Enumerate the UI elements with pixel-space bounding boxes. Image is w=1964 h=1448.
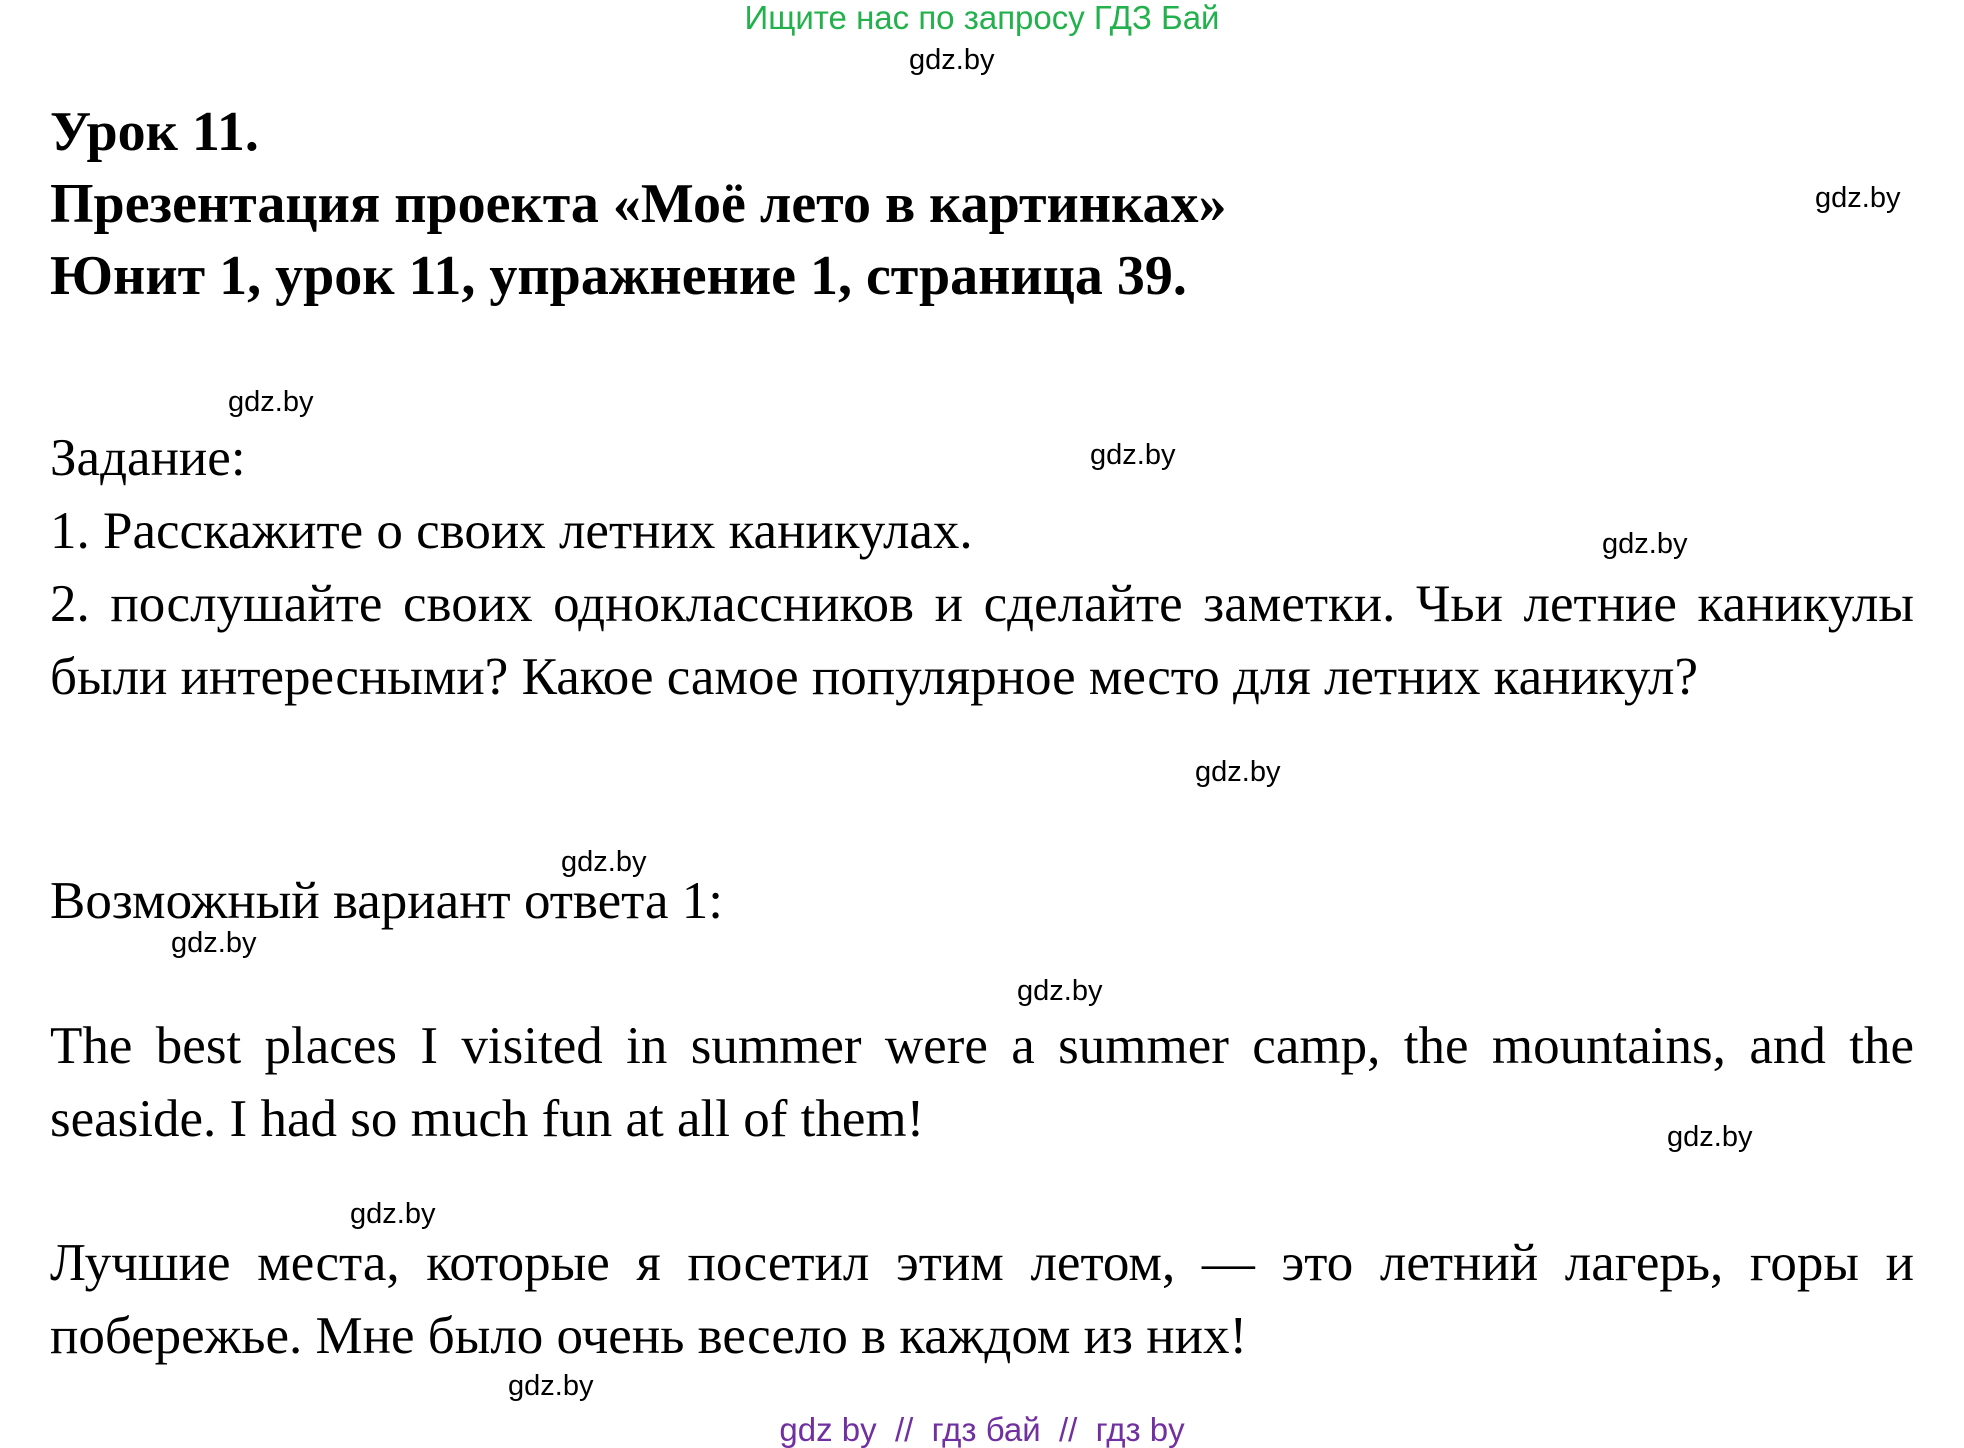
project-title: Презентация проекта «Моё лето в картинках» bbox=[50, 173, 1227, 235]
watermark: gdz.by bbox=[228, 386, 314, 418]
task-item-1: 1. Расскажите о своих летних каникулах. bbox=[50, 502, 973, 560]
watermark: gdz.by bbox=[1815, 182, 1901, 214]
watermark: gdz.by bbox=[561, 846, 647, 878]
watermark: gdz.by bbox=[1090, 439, 1176, 471]
exercise-reference: Юнит 1, урок 11, упражнение 1, страница 39. bbox=[50, 245, 1187, 307]
watermark: gdz.by bbox=[1602, 528, 1688, 560]
top-banner: Ищите нас по запросу ГДЗ Бай bbox=[744, 0, 1220, 36]
footer-links: gdz by // гдз бай // гдз by bbox=[779, 1411, 1185, 1448]
answer-english: The best places I visited in summer were a summer camp, the mountains, and the seaside. I had so much fun at all of them! bbox=[50, 1017, 1914, 1148]
watermark: gdz.by bbox=[909, 44, 995, 76]
watermark: gdz.by bbox=[1017, 975, 1103, 1007]
watermark: gdz.by bbox=[1667, 1121, 1753, 1153]
lesson-title: Урок 11. bbox=[50, 101, 259, 163]
task-label: Задание: bbox=[50, 429, 246, 487]
watermark: gdz.by bbox=[350, 1198, 436, 1230]
answer-label: Возможный вариант ответа 1: bbox=[50, 872, 723, 930]
watermark: gdz.by bbox=[508, 1370, 594, 1402]
watermark: gdz.by bbox=[171, 927, 257, 959]
answer-russian: Лучшие места, которые я посетил этим летом, — это летний лагерь, горы и побережье. Мне было очень весело в каждом из них! bbox=[50, 1234, 1914, 1365]
watermark: gdz.by bbox=[1195, 756, 1281, 788]
task-item-2: 2. послушайте своих одноклассников и сделайте заметки. Чьи летние каникулы были интересными? Какое самое популярное место для летних каникул? bbox=[50, 575, 1914, 706]
